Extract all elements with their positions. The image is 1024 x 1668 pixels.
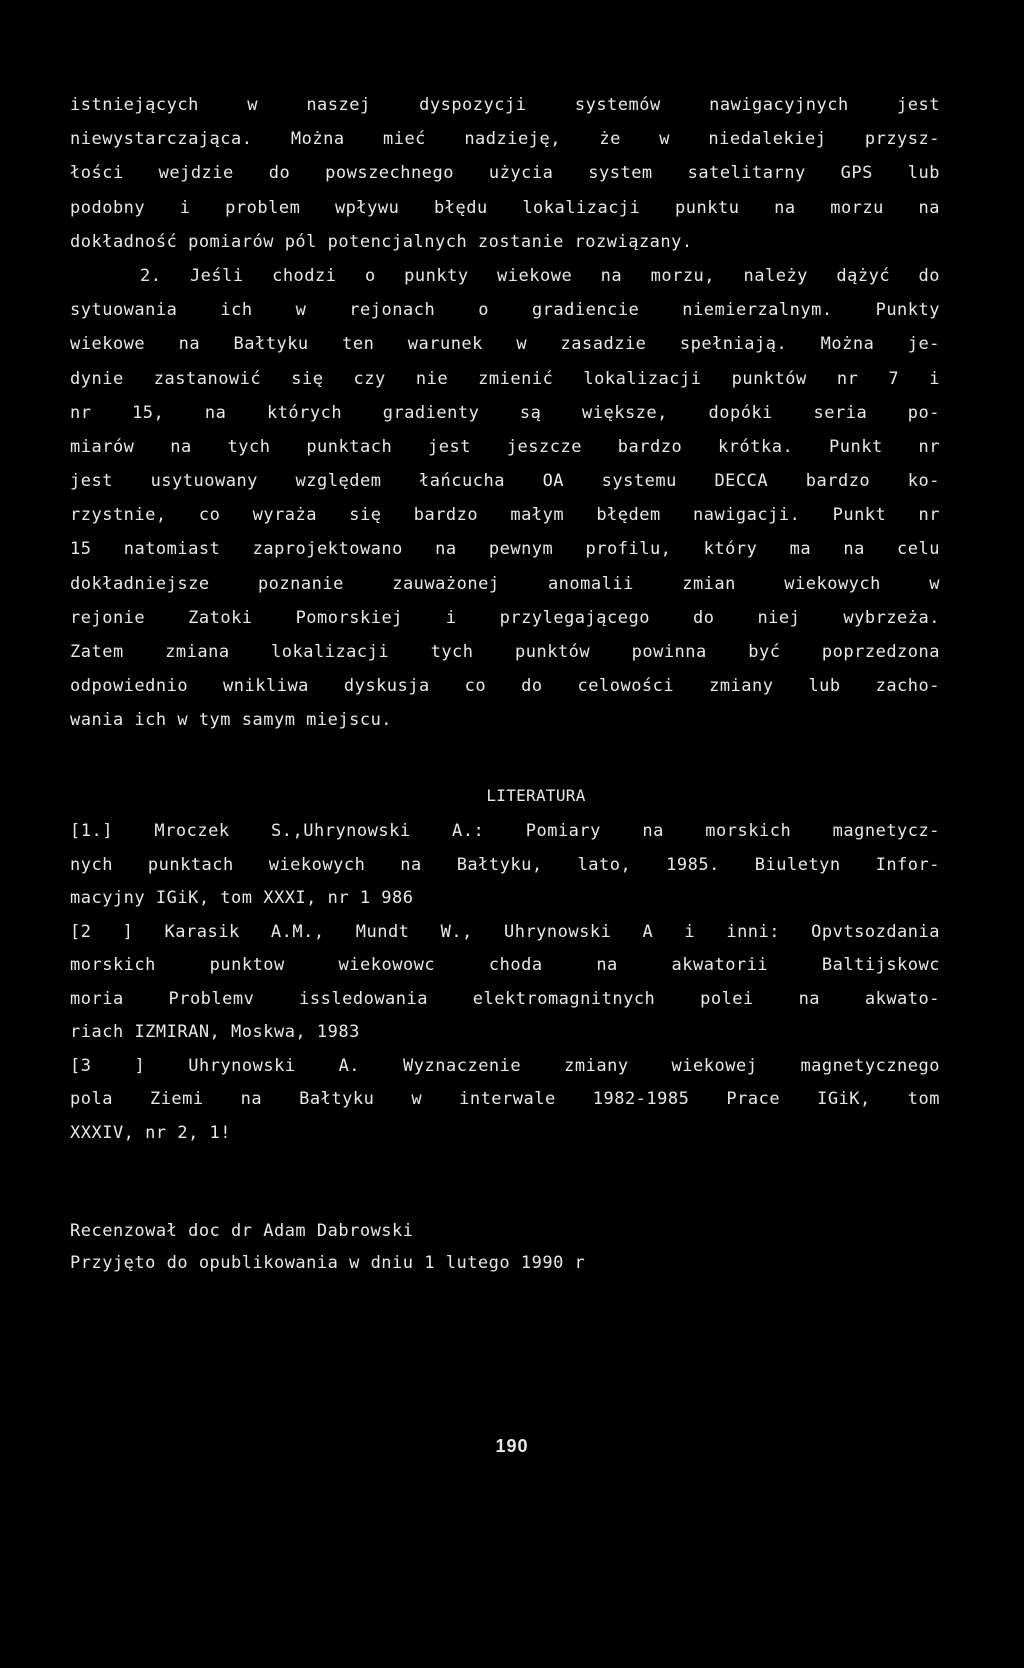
body-line: sytuowania ich w rejonach o gradiencie niemierzalnym. Punkty [70, 300, 940, 321]
reference-line: nych punktach wiekowych na Bałtyku, lato, 1985. Biuletyn Infor- [70, 854, 940, 875]
literature-list [70, 815, 940, 1150]
body-line: rejonie Zatoki Pomorskiej i przylegającego do niej wybrzeża. [70, 607, 940, 628]
body-line: niewystarczająca. Można mieć nadzieję, że w niedalekiej przysz- [70, 129, 940, 150]
page-body [70, 88, 940, 1273]
reference-line: [2 ] Karasik A.M., Mundt W., Uhrynowski A i inni: Opvtsozdania [70, 921, 940, 942]
body-line: dokładniejsze poznanie zauważonej anomalii zmian wiekowych w [70, 573, 940, 594]
body-line: nr 15, na których gradienty są większe, dopóki seria po- [70, 402, 940, 423]
body-line: wiekowe na Bałtyku ten warunek w zasadzie spełniają. Można je- [70, 334, 940, 355]
review-block [70, 1215, 940, 1279]
body-line: istniejących w naszej dyspozycji systemów nawigacyjnych jest [70, 95, 940, 115]
body-line: dokładność pomiarów pól potencjalnych zostanie rozwiązany. [70, 231, 693, 252]
body-line: 2. Jeśli chodzi o punkty wiekowe na morzu, należy dążyć do [140, 265, 940, 286]
body-line: dynie zastanowić się czy nie zmienić lokalizacji punktów nr 7 i [70, 368, 940, 389]
page-number: 190 [495, 1436, 529, 1456]
body-line: jest usytuowany względem łańcucha OA systemu DECCA bardzo ko- [70, 471, 940, 492]
reference-line: pola Ziemi na Bałtyku w interwale 1982-1985 Prace IGiK, tom [70, 1089, 940, 1109]
reference-line: [1.] Mroczek S.,Uhrynowski A.: Pomiary na morskich magnetycz- [70, 821, 940, 841]
reference-line: riach IZMIRAN, Moskwa, 1983 [70, 1022, 360, 1042]
reviewed-by: Recenzował doc dr Adam Dabrowski [70, 1221, 414, 1241]
body-line: odpowiednio wnikliwa dyskusja co do celowości zmiany lub zacho- [70, 676, 940, 697]
body-line: Zatem zmiana lokalizacji tych punktów powinna być poprzedzona [70, 642, 940, 662]
reference-line: morskich punktow wiekowowc choda na akwatorii Baltijskowc [70, 955, 940, 975]
body-line: miarów na tych punktach jest jeszcze bardzo krótka. Punkt nr [70, 436, 940, 457]
accepted-date: Przyjęto do opublikowania w dniu 1 lutego 1990 r [70, 1253, 586, 1273]
body-line: 15 natomiast zaprojektowano na pewnym profilu, który ma na celu [70, 539, 940, 560]
body-line: łości wejdzie do powszechnego użycia system satelitarny GPS lub [70, 163, 940, 184]
literature-heading: LITERATURA [486, 786, 586, 805]
reference-line: moria Problemv issledowania elektromagnitnych polei na akwato- [70, 988, 940, 1009]
reference-line: [3 ] Uhrynowski A. Wyznaczenie zmiany wiekowej magnetycznego [70, 1055, 940, 1076]
body-line: podobny i problem wpływu błędu lokalizacji punktu na morzu na [70, 197, 940, 218]
reference-line: macyjny IGiK, tom XXXI, nr 1 986 [70, 888, 414, 908]
body-line: rzystnie, co wyraża się bardzo małym błędem nawigacji. Punkt nr [70, 505, 940, 526]
reference-line: XXXIV, nr 2, 1! [70, 1122, 232, 1143]
body-line: wania ich w tym samym miejscu. [70, 710, 393, 731]
